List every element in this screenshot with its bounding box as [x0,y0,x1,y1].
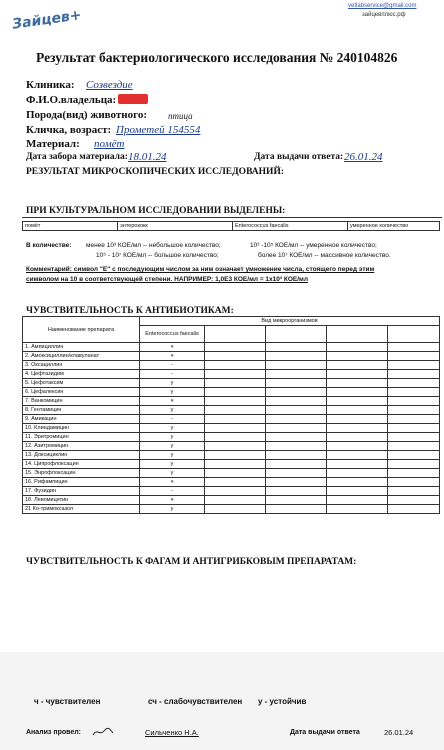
empty-cell [327,469,388,478]
empty-cell [266,397,327,406]
empty-cell [205,460,266,469]
antibiotic-section-title: ЧУВСТВИТЕЛЬНОСТЬ К АНТИБИОТИКАМ: [26,306,234,316]
drug-name: 16. Рифампицин [23,478,140,487]
sample-date-value: 18.01.24 [128,151,167,163]
empty-cell [205,442,266,451]
empty-cell [266,388,327,397]
drug-name: 7. Ванкомицин [23,397,140,406]
drug-sensitivity: у [140,406,205,415]
drug-sensitivity: у [140,451,205,460]
empty-cell [205,433,266,442]
drug-name: 9. Амикацин [23,415,140,424]
drug-sensitivity: - [140,370,205,379]
nickname-label: Кличка, возраст: [26,124,112,136]
empty-cell [388,424,440,433]
empty-cell [205,496,266,505]
drug-sensitivity: ч [140,352,205,361]
empty-cell [327,460,388,469]
table-row [23,505,440,514]
drug-sensitivity: ч [140,478,205,487]
page-footer-area [0,652,444,750]
empty-cell [327,478,388,487]
empty-cell [388,406,440,415]
empty-cell [205,406,266,415]
drug-sensitivity: у [140,460,205,469]
col-drug-name: Наименование препарата [23,317,140,343]
empty-cell [388,442,440,451]
table-row [23,424,440,433]
drug-sensitivity: ч [140,343,205,352]
drug-name: 6. Цефалексин [23,388,140,397]
empty-cell [388,433,440,442]
culture-amount: умеренное количество [348,222,440,231]
drug-sensitivity: - [140,415,205,424]
empty-cell [327,415,388,424]
drug-name: 8. Гентамицин [23,406,140,415]
table-row [23,352,440,361]
empty-cell [327,397,388,406]
antibiotic-header-row [23,317,440,326]
drug-name: 4. Цефтазидим [23,370,140,379]
empty-cell [205,451,266,460]
analysis-label: Анализ провел: [26,729,82,736]
empty-cell [388,388,440,397]
empty-cell [327,361,388,370]
empty-cell [327,406,388,415]
empty-cell [388,505,440,514]
table-row [23,361,440,370]
species-label: Порода(вид) животного: [26,109,147,121]
col-empty [388,326,440,343]
antibiotic-rows [23,343,440,514]
empty-cell [205,397,266,406]
empty-cell [205,388,266,397]
lab-email-link[interactable]: vetlabservice@gmail.com [348,3,417,9]
drug-name: 5. Цефотаксим [23,379,140,388]
empty-cell [205,370,266,379]
empty-cell [327,370,388,379]
antibiotic-table [22,316,440,514]
legend-resistant: у - устойчив [258,697,307,706]
empty-cell [327,451,388,460]
empty-cell [266,370,327,379]
empty-cell [205,379,266,388]
drug-name: 17. Фузидин [23,487,140,496]
empty-cell [266,460,327,469]
drug-sensitivity: - [140,487,205,496]
drug-sensitivity: у [140,388,205,397]
empty-cell [327,496,388,505]
issue-date-value: 26.01.24 [344,151,383,163]
empty-cell [388,478,440,487]
table-row [23,496,440,505]
empty-cell [266,442,327,451]
empty-cell [388,352,440,361]
empty-cell [327,343,388,352]
empty-cell [266,433,327,442]
nickname-value: Прометей 154554 [116,124,201,136]
table-row [23,442,440,451]
empty-cell [266,361,327,370]
empty-cell [266,487,327,496]
drug-sensitivity: у [140,379,205,388]
empty-cell [205,487,266,496]
col-organism-type: Вид микроорганизмов [140,317,440,326]
table-row [23,451,440,460]
empty-cell [327,442,388,451]
clinic-value: Созвездие [86,79,133,91]
micro-section-title: РЕЗУЛЬТАТ МИКРОСКОПИЧЕСКИХ ИССЛЕДОВАНИЙ: [26,167,285,177]
issue-footer-label: Дата выдачи ответа [290,729,360,736]
owner-redaction [118,94,148,104]
empty-cell [388,496,440,505]
empty-cell [205,361,266,370]
table-row [23,343,440,352]
drug-name: 18. Левомицетин [23,496,140,505]
quantity-line-2b: более 10⁷ КОЕ/мл -- массивное количество. [258,252,391,259]
col-empty [205,326,266,343]
issue-footer-value: 26.01.24 [384,728,414,737]
empty-cell [205,352,266,361]
logo-text: Зайцев+ [11,7,83,33]
empty-cell [205,343,266,352]
empty-cell [266,343,327,352]
empty-cell [266,496,327,505]
empty-cell [266,352,327,361]
analyst-name: Сильченко Н.А. [145,728,199,737]
table-row [23,370,440,379]
drug-sensitivity: ч [140,397,205,406]
legend-sensitive: ч - чувствителен [34,697,101,706]
empty-cell [205,424,266,433]
empty-cell [266,478,327,487]
drug-sensitivity: у [140,424,205,433]
comment-line-2: символом на 10 в соответствующей степени. НАПРИМЕР: 1,0Е3 КОЕ/мл = 1х10³ КОЕ/мл [26,276,308,283]
quantity-label: В количестве: [26,242,72,249]
empty-cell [266,406,327,415]
drug-name: 12. Азитромицин [23,442,140,451]
quantity-line-1b: 10³ -10⁵ КОЕ/мл -- умеренное количество; [250,242,377,249]
drug-sensitivity: ч [140,496,205,505]
culture-table [22,221,440,231]
empty-cell [266,379,327,388]
empty-cell [327,505,388,514]
empty-cell [205,478,266,487]
empty-cell [266,451,327,460]
drug-name: 3. Оксациллин [23,361,140,370]
empty-cell [327,487,388,496]
empty-cell [388,370,440,379]
table-row [23,460,440,469]
table-row [23,397,440,406]
col-empty [266,326,327,343]
table-row [23,415,440,424]
drug-name: 2. Амоксициллин/клавуланат [23,352,140,361]
table-row [23,406,440,415]
col-empty [327,326,388,343]
empty-cell [327,388,388,397]
drug-name: 10. Клиндамицин [23,424,140,433]
table-row [23,433,440,442]
empty-cell [205,415,266,424]
sample-date-label: Дата забора материала: [26,152,128,162]
drug-sensitivity: у [140,505,205,514]
issue-date-label: Дата выдачи ответа: [254,152,344,162]
lab-site: зайцевплюс.рф [362,12,406,18]
drug-name: 15. Энрофлоксацин [23,469,140,478]
table-row [23,469,440,478]
empty-cell [388,415,440,424]
species-value: птица [168,111,193,121]
culture-row [23,222,440,231]
empty-cell [327,433,388,442]
empty-cell [388,379,440,388]
drug-name: 11. Эритромицин [23,433,140,442]
empty-cell [388,343,440,352]
drug-name: 13. Доксициклин [23,451,140,460]
empty-cell [388,361,440,370]
drug-name: 1. Ампициллин [23,343,140,352]
material-label: Материал: [26,138,80,150]
culture-material: помёт [23,222,118,231]
empty-cell [388,469,440,478]
empty-cell [327,379,388,388]
signature-mark [92,724,114,734]
col-organism: Enterococcus faecalis [140,326,205,343]
drug-sensitivity: у [140,433,205,442]
clinic-label: Клиника: [26,79,75,91]
owner-label: Ф.И.О.владельца: [26,94,117,106]
drug-sensitivity: у [140,469,205,478]
phage-section-title: ЧУВСТВИТЕЛЬНОСТЬ К ФАГАМ И АНТИГРИБКОВЫМ ПРЕПАРАТАМ: [26,557,357,567]
report-title: Результат бактериологического исследования № 240104826 [36,50,398,65]
empty-cell [327,424,388,433]
empty-cell [266,469,327,478]
quantity-line-1a: менее 10³ КОЕ/мл -- небольшое количество; [86,242,221,249]
culture-section-title: ПРИ КУЛЬТУРАЛЬНОМ ИССЛЕДОВАНИИ ВЫДЕЛЕНЫ: [26,206,286,216]
empty-cell [388,487,440,496]
lab-logo [6,2,83,42]
drug-sensitivity: - [140,361,205,370]
empty-cell [266,415,327,424]
drug-sensitivity: у [140,442,205,451]
table-row [23,487,440,496]
empty-cell [205,505,266,514]
culture-organism-latin: Enterococcus faecalis [233,222,348,231]
empty-cell [205,469,266,478]
quantity-line-2a: 10⁵ - 10⁷ КОЕ/мл -- большое количество; [96,252,219,259]
empty-cell [388,460,440,469]
culture-divider [22,217,442,218]
culture-organism-ru: энтерококк [118,222,233,231]
material-value: помёт [94,138,125,150]
drug-name: 14. Ципрофлоксацин [23,460,140,469]
legend-weak: сч - слабочувствителен [148,697,243,706]
drug-name: 21 Ко-тримоксазол [23,505,140,514]
table-row [23,478,440,487]
empty-cell [266,424,327,433]
empty-cell [388,397,440,406]
empty-cell [266,505,327,514]
empty-cell [327,352,388,361]
comment-line-1: Комментарий: символ "Е" с последующим числом за ним означает умножение числа, стоящего перед этим [26,266,375,273]
table-row [23,388,440,397]
empty-cell [388,451,440,460]
table-row [23,379,440,388]
